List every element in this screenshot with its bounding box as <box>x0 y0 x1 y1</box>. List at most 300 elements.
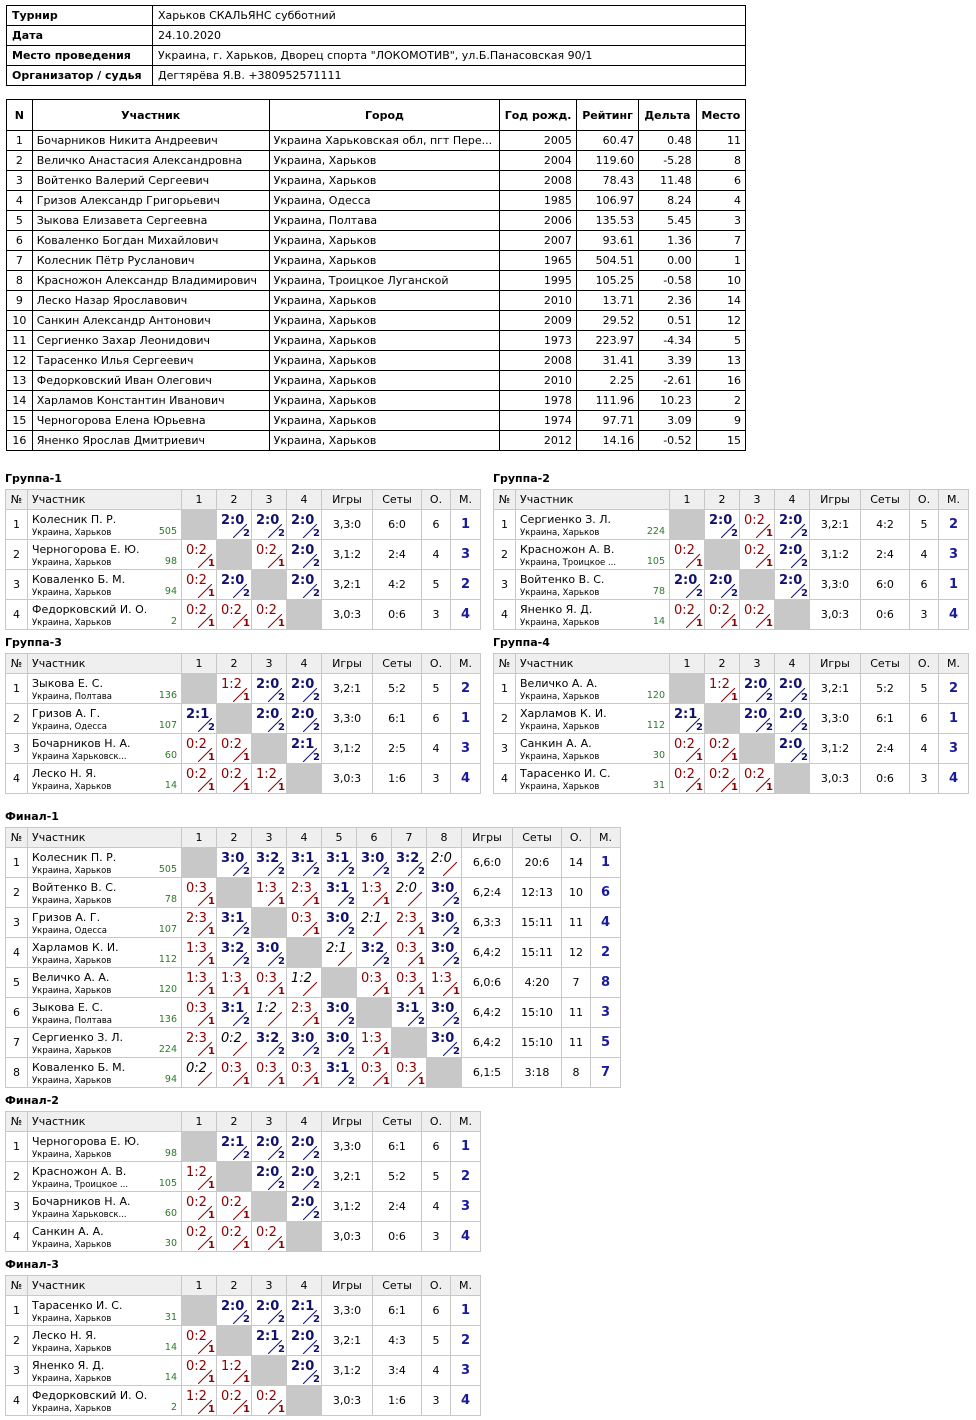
participant-birth-year: 2008 <box>500 351 577 371</box>
header-number: № <box>6 828 28 848</box>
player-name: Гризов А. Г. <box>32 707 101 720</box>
player-points: 11 <box>562 998 591 1028</box>
player-cell <box>28 908 182 938</box>
match-score: 0:2 <box>221 767 242 782</box>
player-city: Украина, Харьков <box>32 1076 112 1086</box>
match-result-cell <box>287 570 322 600</box>
participant-rating: 504.51 <box>576 251 638 271</box>
participant-place: 2 <box>696 391 745 411</box>
match-points: 2 <box>348 1046 355 1057</box>
match-score: 2:0 <box>256 513 280 528</box>
match-score: 2:0 <box>291 707 315 722</box>
match-result-cell <box>392 938 427 968</box>
player-rating: 78 <box>652 586 665 597</box>
match-score: 2:0 <box>291 1329 315 1344</box>
match-points: 1 <box>696 752 703 763</box>
match-points: 2 <box>801 722 808 733</box>
self-match-cell <box>287 1386 322 1416</box>
match-score: 1:2 <box>256 767 277 782</box>
player-city: Украина, Харьков <box>32 1240 112 1250</box>
player-rating: 31 <box>652 780 665 791</box>
self-match-cell <box>287 1222 322 1252</box>
participant-birth-year: 2008 <box>500 171 577 191</box>
player-name: Бочарников Н. А. <box>32 1195 131 1208</box>
match-result-cell <box>182 938 217 968</box>
match-result-cell <box>182 1356 217 1386</box>
player-rating: 112 <box>158 954 177 965</box>
participant-number: 13 <box>7 371 33 391</box>
player-cell <box>28 764 182 794</box>
player-number: 3 <box>6 1192 28 1222</box>
group-player-row <box>6 938 621 968</box>
player-city: Украина, Троицкое ... <box>32 1180 129 1190</box>
player-number: 3 <box>6 908 28 938</box>
match-score: 2:0 <box>431 851 452 866</box>
player-points: 4 <box>910 540 939 570</box>
match-score: 0:2 <box>186 573 207 588</box>
header-opponent-number: 1 <box>182 828 217 848</box>
player-number: 3 <box>6 1356 28 1386</box>
header-opponent-number: 1 <box>670 490 705 510</box>
player-sets: 15:10 <box>513 998 562 1028</box>
participant-row <box>7 271 746 291</box>
group-player-row <box>6 1326 481 1356</box>
participant-rating: 97.71 <box>576 411 638 431</box>
match-score: 1:2 <box>709 677 730 692</box>
player-place: 1 <box>939 704 969 734</box>
player-name: Величко А. А. <box>32 971 110 984</box>
match-points: 1 <box>383 1076 390 1087</box>
match-points: 1 <box>418 1076 425 1087</box>
match-points: 1 <box>243 782 250 793</box>
participant-place: 4 <box>696 191 745 211</box>
player-number: 1 <box>494 674 516 704</box>
player-rating: 94 <box>164 1074 177 1085</box>
match-points: 1 <box>278 896 285 907</box>
header-opponent-number: 1 <box>670 654 705 674</box>
match-points: 1 <box>313 1016 320 1027</box>
header-opponent-number: 3 <box>740 654 775 674</box>
player-rating: 2 <box>170 1402 177 1413</box>
participant-rating: 223.97 <box>576 331 638 351</box>
tournament-info-table <box>6 5 746 86</box>
match-points: 1 <box>208 588 215 599</box>
group-player-row <box>6 1356 481 1386</box>
match-points: 2 <box>278 528 285 539</box>
match-points: 2 <box>348 896 355 907</box>
match-result-cell <box>182 600 217 630</box>
participant-name: Колесник Пётр Русланович <box>32 251 269 271</box>
match-score: 0:3 <box>396 1061 417 1076</box>
match-result-cell <box>182 570 217 600</box>
match-points: 1 <box>208 752 215 763</box>
match-points: 2 <box>348 1076 355 1087</box>
match-score: 0:2 <box>186 543 207 558</box>
self-match-cell <box>182 848 217 878</box>
match-score: 2:0 <box>291 573 315 588</box>
match-score: 0:3 <box>396 971 417 986</box>
header-opponent-number: 2 <box>217 490 252 510</box>
self-match-cell <box>775 764 810 794</box>
player-rating: 31 <box>164 1312 177 1323</box>
participant-number: 9 <box>7 291 33 311</box>
player-points: 5 <box>422 1326 451 1356</box>
match-result-cell <box>217 998 252 1028</box>
header-opponent-number: 3 <box>252 1112 287 1132</box>
participant-city: Украина, Полтава <box>269 211 500 231</box>
player-name: Войтенко В. С. <box>520 573 605 586</box>
player-city: Украина, Харьков <box>32 1374 112 1384</box>
player-city: Украина, Харьков <box>32 782 112 792</box>
match-result-cell <box>322 998 357 1028</box>
player-games: 3,0:3 <box>322 1222 373 1252</box>
participant-delta: 0.51 <box>639 311 697 331</box>
match-points: 1 <box>383 1046 390 1057</box>
match-score: 0:3 <box>291 911 312 926</box>
match-points: 1 <box>278 618 285 629</box>
player-place: 1 <box>451 704 481 734</box>
match-result-cell <box>252 704 287 734</box>
participant-delta: 2.36 <box>639 291 697 311</box>
match-score: 0:2 <box>221 1031 242 1046</box>
participant-rating: 111.96 <box>576 391 638 411</box>
match-points: 2 <box>731 528 738 539</box>
group-player-row <box>6 600 481 630</box>
player-number: 1 <box>6 848 28 878</box>
player-cell <box>516 734 670 764</box>
player-cell <box>28 1326 182 1356</box>
participant-name: Войтенко Валерий Сергеевич <box>32 171 269 191</box>
player-rating: 98 <box>164 556 177 567</box>
header-opponent-number: 8 <box>427 828 462 848</box>
player-sets: 6:1 <box>861 704 910 734</box>
match-result-cell <box>252 1162 287 1192</box>
player-rating: 14 <box>164 780 177 791</box>
match-result-cell <box>287 998 322 1028</box>
info-value: Дегтярёва Я.В. +380952571111 <box>153 66 746 86</box>
participant-delta: 3.09 <box>639 411 697 431</box>
match-result-cell <box>670 734 705 764</box>
player-points: 3 <box>422 1222 451 1252</box>
player-sets: 2:4 <box>373 540 422 570</box>
player-number: 3 <box>494 734 516 764</box>
match-score: 0:2 <box>674 543 695 558</box>
participant-rating: 13.71 <box>576 291 638 311</box>
player-cell <box>516 704 670 734</box>
match-score: 2:1 <box>186 707 210 722</box>
participant-row <box>7 251 746 271</box>
player-place: 3 <box>451 1356 481 1386</box>
self-match-cell <box>287 764 322 794</box>
match-score: 3:0 <box>326 911 350 926</box>
match-points: 2 <box>801 588 808 599</box>
player-place: 4 <box>939 764 969 794</box>
self-match-cell <box>252 570 287 600</box>
player-name: Яненко Я. Д. <box>32 1359 105 1372</box>
match-points: 1 <box>731 618 738 629</box>
match-result-cell <box>182 1058 217 1088</box>
player-city: Украина, Харьков <box>32 528 112 538</box>
header-place: М. <box>939 654 969 674</box>
player-name: Сергиенко З. Л. <box>520 513 612 526</box>
participant-city: Украина, Харьков <box>269 311 500 331</box>
match-points: 2 <box>243 588 250 599</box>
participant-name: Красножон Александр Владимирович <box>32 271 269 291</box>
match-score: 2:0 <box>779 737 803 752</box>
player-city: Украина, Одесса <box>32 722 107 732</box>
match-score: 3:0 <box>256 941 280 956</box>
match-score: 3:0 <box>431 1001 455 1016</box>
match-result-cell <box>182 734 217 764</box>
match-score: 2:0 <box>744 707 768 722</box>
participant-birth-year: 2012 <box>500 431 577 451</box>
group-header-row <box>6 1276 481 1296</box>
match-result-cell <box>357 848 392 878</box>
match-points: 2 <box>313 1150 320 1161</box>
header-number: № <box>494 654 516 674</box>
participant-name: Яненко Ярослав Дмитриевич <box>32 431 269 451</box>
match-points: 2 <box>278 1150 285 1161</box>
group-player-row <box>6 848 621 878</box>
match-result-cell <box>740 510 775 540</box>
group-table <box>5 827 621 1088</box>
player-points: 4 <box>422 1192 451 1222</box>
match-result-cell <box>427 1028 462 1058</box>
header-sets: Сеты <box>861 490 910 510</box>
match-result-cell <box>287 1356 322 1386</box>
match-score: 2:0 <box>674 573 698 588</box>
match-points: 1 <box>766 528 773 539</box>
player-city: Украина, Харьков <box>32 588 112 598</box>
participant-row <box>7 171 746 191</box>
player-place: 3 <box>591 998 621 1028</box>
match-result-cell <box>217 1296 252 1326</box>
player-rating: 224 <box>158 1044 177 1055</box>
match-score: 0:3 <box>361 971 382 986</box>
self-match-cell <box>740 570 775 600</box>
match-result-cell <box>705 734 740 764</box>
header-opponent-number: 4 <box>287 1276 322 1296</box>
match-score: 3:1 <box>396 1001 420 1016</box>
match-score: 3:1 <box>221 911 245 926</box>
header-opponent-number: 4 <box>775 654 810 674</box>
match-points: 2 <box>383 866 390 877</box>
player-games: 3,3:0 <box>322 510 373 540</box>
match-score: 0:3 <box>256 1061 277 1076</box>
participant-city: Украина, Харьков <box>269 151 500 171</box>
match-result-cell <box>392 908 427 938</box>
match-score: 0:2 <box>709 603 730 618</box>
match-result-cell <box>427 848 462 878</box>
player-games: 3,3:0 <box>322 1296 373 1326</box>
player-points: 6 <box>910 704 939 734</box>
player-number: 1 <box>6 674 28 704</box>
player-points: 6 <box>422 1296 451 1326</box>
participant-rating: 135.53 <box>576 211 638 231</box>
participant-delta: -0.52 <box>639 431 697 451</box>
participant-row <box>7 351 746 371</box>
player-number: 1 <box>6 1296 28 1326</box>
slash-divider <box>233 1042 247 1056</box>
player-sets: 0:6 <box>861 764 910 794</box>
header-games: Игры <box>322 490 373 510</box>
player-sets: 6:1 <box>373 704 422 734</box>
player-points: 6 <box>422 1132 451 1162</box>
player-games: 3,0:3 <box>322 600 373 630</box>
match-result-cell <box>740 674 775 704</box>
slash-divider <box>338 952 352 966</box>
self-match-cell <box>287 938 322 968</box>
participant-place: 6 <box>696 171 745 191</box>
player-number: 4 <box>494 764 516 794</box>
player-number: 5 <box>6 968 28 998</box>
player-number: 1 <box>494 510 516 540</box>
player-rating: 112 <box>646 720 665 731</box>
player-games: 3,0:3 <box>322 764 373 794</box>
header-opponent-number: 1 <box>182 1112 217 1132</box>
header-participant: Участник <box>28 1276 182 1296</box>
player-city: Украина, Харьков <box>32 1404 112 1414</box>
player-place: 4 <box>591 908 621 938</box>
header-sets: Сеты <box>373 1112 422 1132</box>
match-result-cell <box>357 968 392 998</box>
participant-rating: 60.47 <box>576 131 638 151</box>
match-result-cell <box>217 510 252 540</box>
match-points: 1 <box>243 692 250 703</box>
player-number: 4 <box>6 600 28 630</box>
participant-place: 10 <box>696 271 745 291</box>
match-points: 2 <box>453 956 460 967</box>
participant-place: 5 <box>696 331 745 351</box>
player-sets: 4:20 <box>513 968 562 998</box>
match-result-cell <box>287 1058 322 1088</box>
match-result-cell <box>427 938 462 968</box>
match-result-cell <box>740 600 775 630</box>
player-place: 2 <box>451 570 481 600</box>
match-score: 2:0 <box>221 573 245 588</box>
participant-row <box>7 371 746 391</box>
match-score: 2:3 <box>186 1031 207 1046</box>
participant-delta: 5.45 <box>639 211 697 231</box>
self-match-cell <box>392 1028 427 1058</box>
slash-divider <box>373 922 387 936</box>
player-sets: 6:0 <box>861 570 910 600</box>
match-points: 1 <box>208 1344 215 1355</box>
participant-number: 15 <box>7 411 33 431</box>
match-score: 0:2 <box>744 767 765 782</box>
match-points: 2 <box>453 896 460 907</box>
match-result-cell <box>287 1028 322 1058</box>
match-score: 3:0 <box>221 851 245 866</box>
match-points: 1 <box>208 956 215 967</box>
participant-name: Зыкова Елизавета Сергеевна <box>32 211 269 231</box>
match-score: 0:2 <box>186 1359 207 1374</box>
self-match-cell <box>217 704 252 734</box>
participant-city: Украина, Харьков <box>269 251 500 271</box>
player-place: 2 <box>591 938 621 968</box>
player-cell <box>28 674 182 704</box>
match-points: 2 <box>453 1016 460 1027</box>
player-games: 6,3:3 <box>462 908 513 938</box>
player-number: 3 <box>6 570 28 600</box>
match-result-cell <box>182 764 217 794</box>
match-points: 2 <box>278 1046 285 1057</box>
player-rating: 107 <box>158 924 177 935</box>
player-points: 5 <box>422 1162 451 1192</box>
player-number: 2 <box>6 704 28 734</box>
match-score: 0:3 <box>396 941 417 956</box>
player-city: Украина, Харьков <box>520 692 600 702</box>
participant-name: Величко Анастасия Александровна <box>32 151 269 171</box>
player-games: 6,4:2 <box>462 1028 513 1058</box>
match-score: 1:3 <box>361 1031 382 1046</box>
match-points: 1 <box>208 1210 215 1221</box>
match-points: 1 <box>313 926 320 937</box>
header-place: М. <box>591 828 621 848</box>
header-points: О. <box>562 828 591 848</box>
player-points: 7 <box>562 968 591 998</box>
group-player-row <box>6 968 621 998</box>
match-result-cell <box>252 1326 287 1356</box>
participant-name: Санкин Александр Антонович <box>32 311 269 331</box>
match-score: 0:2 <box>744 513 765 528</box>
match-points: 2 <box>278 956 285 967</box>
match-score: 3:0 <box>431 941 455 956</box>
player-place: 1 <box>591 848 621 878</box>
header-opponent-number: 3 <box>252 1276 287 1296</box>
info-row <box>7 66 746 86</box>
self-match-cell <box>252 908 287 938</box>
participant-delta: 3.39 <box>639 351 697 371</box>
participants-header-cell: N <box>7 100 33 131</box>
self-match-cell <box>670 510 705 540</box>
player-cell <box>28 570 182 600</box>
match-result-cell <box>287 1192 322 1222</box>
participant-city: Украина, Харьков <box>269 331 500 351</box>
player-sets: 1:6 <box>373 764 422 794</box>
match-result-cell <box>670 600 705 630</box>
group-table <box>493 653 969 794</box>
participant-rating: 106.97 <box>576 191 638 211</box>
player-points: 5 <box>422 570 451 600</box>
self-match-cell <box>357 998 392 1028</box>
player-place: 4 <box>451 600 481 630</box>
match-score: 2:0 <box>221 513 245 528</box>
player-games: 3,3:0 <box>322 1132 373 1162</box>
match-score: 2:0 <box>291 1135 315 1150</box>
match-score: 3:1 <box>326 881 350 896</box>
player-rating: 120 <box>158 984 177 995</box>
header-opponent-number: 2 <box>217 1112 252 1132</box>
header-opponent-number: 2 <box>705 490 740 510</box>
match-result-cell <box>705 764 740 794</box>
match-score: 3:2 <box>396 851 420 866</box>
match-points: 1 <box>208 1046 215 1057</box>
match-result-cell <box>427 998 462 1028</box>
match-points: 1 <box>243 986 250 997</box>
player-number: 2 <box>6 1326 28 1356</box>
player-place: 3 <box>451 734 481 764</box>
match-result-cell <box>217 600 252 630</box>
player-name: Войтенко В. С. <box>32 881 117 894</box>
player-games: 3,2:1 <box>322 1326 373 1356</box>
player-sets: 1:6 <box>373 1386 422 1416</box>
player-sets: 3:4 <box>373 1356 422 1386</box>
match-result-cell <box>252 998 287 1028</box>
player-sets: 20:6 <box>513 848 562 878</box>
player-points: 3 <box>422 600 451 630</box>
group-player-row <box>6 908 621 938</box>
